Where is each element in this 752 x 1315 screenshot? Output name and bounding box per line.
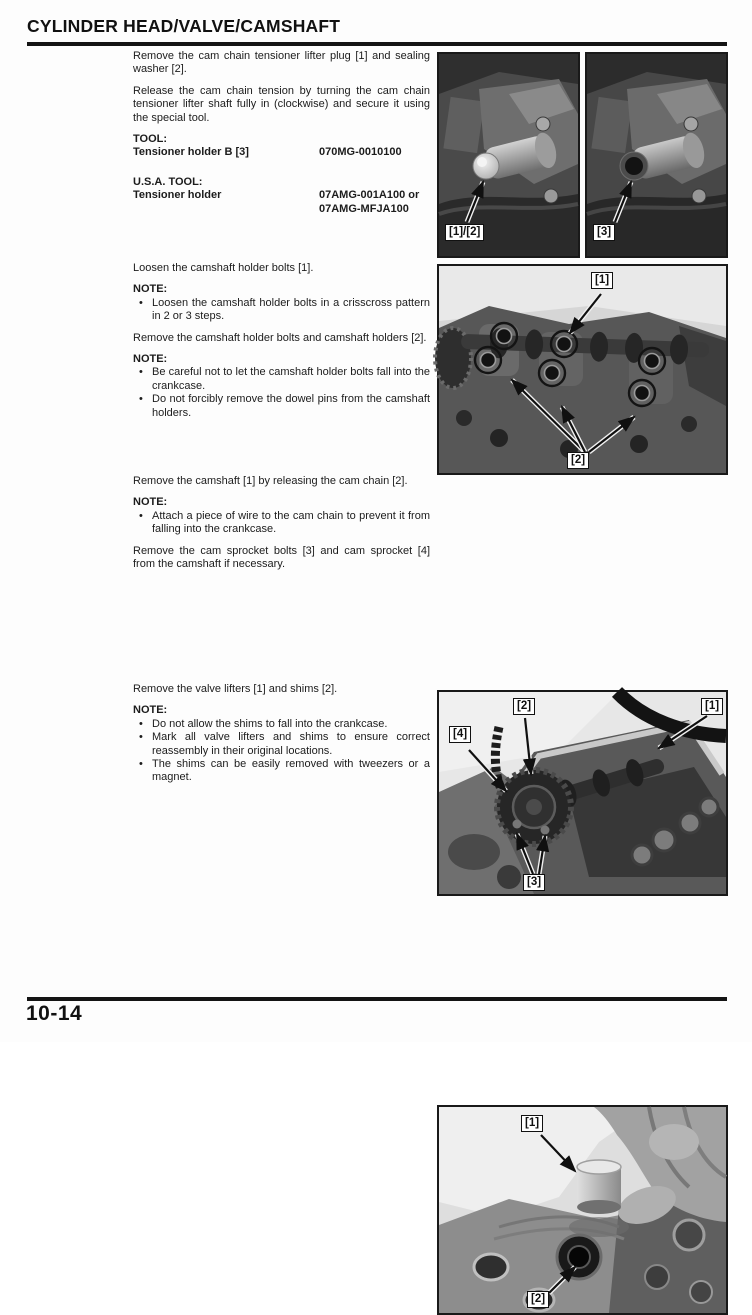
note-heading: NOTE:: [133, 283, 168, 296]
paragraph: Remove the valve lifters [1] and shims [2].: [133, 683, 338, 695]
paragraph: Remove the camshaft holder bolts and camshaft holders [2].: [133, 331, 427, 344]
tool-heading: TOOL:: [133, 133, 168, 146]
note-item: [133, 393, 430, 420]
note-item-text: Do not allow the shims to fall into the crankcase.: [152, 717, 388, 730]
note-item: [133, 297, 430, 324]
engine-photo-illustration: [439, 1107, 726, 1313]
note-item-text: Attach a piece of wire to the cam chain to prevent it from falling into the crankcase.: [152, 509, 430, 536]
bullet: •: [139, 731, 143, 744]
tool-number: 070MG-0010100: [319, 146, 402, 159]
note-item-text: The shims can be easily removed with tweezers or a magnet.: [152, 758, 430, 784]
note-item-text: Be careful not to let the camshaft holder bolts fall into the crankcase.: [152, 366, 430, 392]
note-heading: NOTE:: [133, 704, 168, 717]
bullet: •: [139, 366, 143, 379]
figure-valve-lifters: [437, 1105, 728, 1315]
note-list: [133, 366, 430, 420]
figure-camshaft-holders: [437, 264, 728, 475]
note-heading: NOTE:: [133, 496, 168, 509]
callout-cam-sprocket: [4]: [449, 726, 471, 743]
note-list: [133, 297, 430, 324]
paragraph: Loosen the camshaft holder bolts [1].: [133, 262, 314, 274]
paragraph: Remove the cam chain tensioner lifter plug [1] and sealing washer [2].: [133, 50, 430, 76]
footer-rule: [27, 997, 727, 1001]
figure-tensioner-photos: [437, 52, 728, 258]
callout-valve-lifter: [1]: [521, 1115, 543, 1132]
callout-special-tool: [3]: [593, 224, 615, 241]
paragraph: Remove the camshaft [1] by releasing the cam chain [2].: [133, 475, 408, 487]
usa-tool-heading: U.S.A. TOOL:: [133, 175, 203, 188]
bullet: •: [139, 296, 143, 309]
note-item-text: Mark all valve lifters and shims to ensure correct reassembly in their original locations.: [152, 731, 430, 757]
engine-photo-illustration: [439, 692, 726, 894]
bullet: •: [139, 393, 143, 406]
tensioner-photo-right: [585, 52, 728, 258]
bullet: •: [139, 509, 143, 522]
note-heading: NOTE:: [133, 353, 168, 366]
tool-name: Tensioner holder: [133, 189, 222, 202]
callout-camshaft: [1]: [701, 698, 723, 715]
bullet: •: [139, 717, 143, 730]
note-item: [133, 731, 430, 758]
section-tensioner: [133, 50, 430, 232]
header-rule: [27, 42, 727, 46]
section-camshaft-removal: [133, 475, 430, 579]
figure-camshaft-removal: [437, 690, 728, 896]
tool-number: [319, 189, 419, 216]
callout-shim: [2]: [527, 1291, 549, 1308]
paragraph: Remove the cam sprocket bolts [3] and cam sprocket [4] from the camshaft if necessary.: [133, 544, 430, 571]
note-item: [133, 718, 430, 731]
page-title: CYLINDER HEAD/VALVE/CAMSHAFT: [27, 16, 341, 36]
engine-photo-illustration: [439, 266, 726, 473]
note-item-text: Loosen the camshaft holder bolts in a crisscross pattern in 2 or 3 steps.: [152, 296, 430, 323]
note-item: [133, 366, 430, 393]
paragraph: Release the cam chain tension by turning the cam chain tensioner lifter shaft fully in (clockwise) and secure it using the special tool.: [133, 84, 430, 124]
note-list: [133, 510, 430, 537]
page-number: 10-14: [26, 1002, 83, 1025]
section-valve-lifters: [133, 683, 430, 793]
tensioner-photo-left: [437, 52, 580, 258]
callout-camshaft-holders: [2]: [567, 452, 589, 469]
callout-cam-chain: [2]: [513, 698, 535, 715]
note-item: [133, 510, 430, 537]
bullet: •: [139, 758, 143, 771]
callout-sprocket-bolts: [3]: [523, 874, 545, 891]
note-item-text: Do not forcibly remove the dowel pins from the camshaft holders.: [152, 393, 430, 419]
callout-holder-bolts: [1]: [591, 272, 613, 289]
section-camshaft-holders: [133, 262, 430, 428]
tool-row: [133, 146, 430, 159]
tool-number-line: 07AMG-MFJA100: [319, 202, 409, 215]
note-list: [133, 718, 430, 785]
callout-plug-washer: [1]/[2]: [445, 224, 484, 241]
tool-number-line: 07AMG-001A100 or: [319, 189, 420, 202]
tool-row: [133, 189, 430, 216]
tool-name: Tensioner holder B [3]: [133, 146, 249, 159]
note-item: [133, 758, 430, 785]
